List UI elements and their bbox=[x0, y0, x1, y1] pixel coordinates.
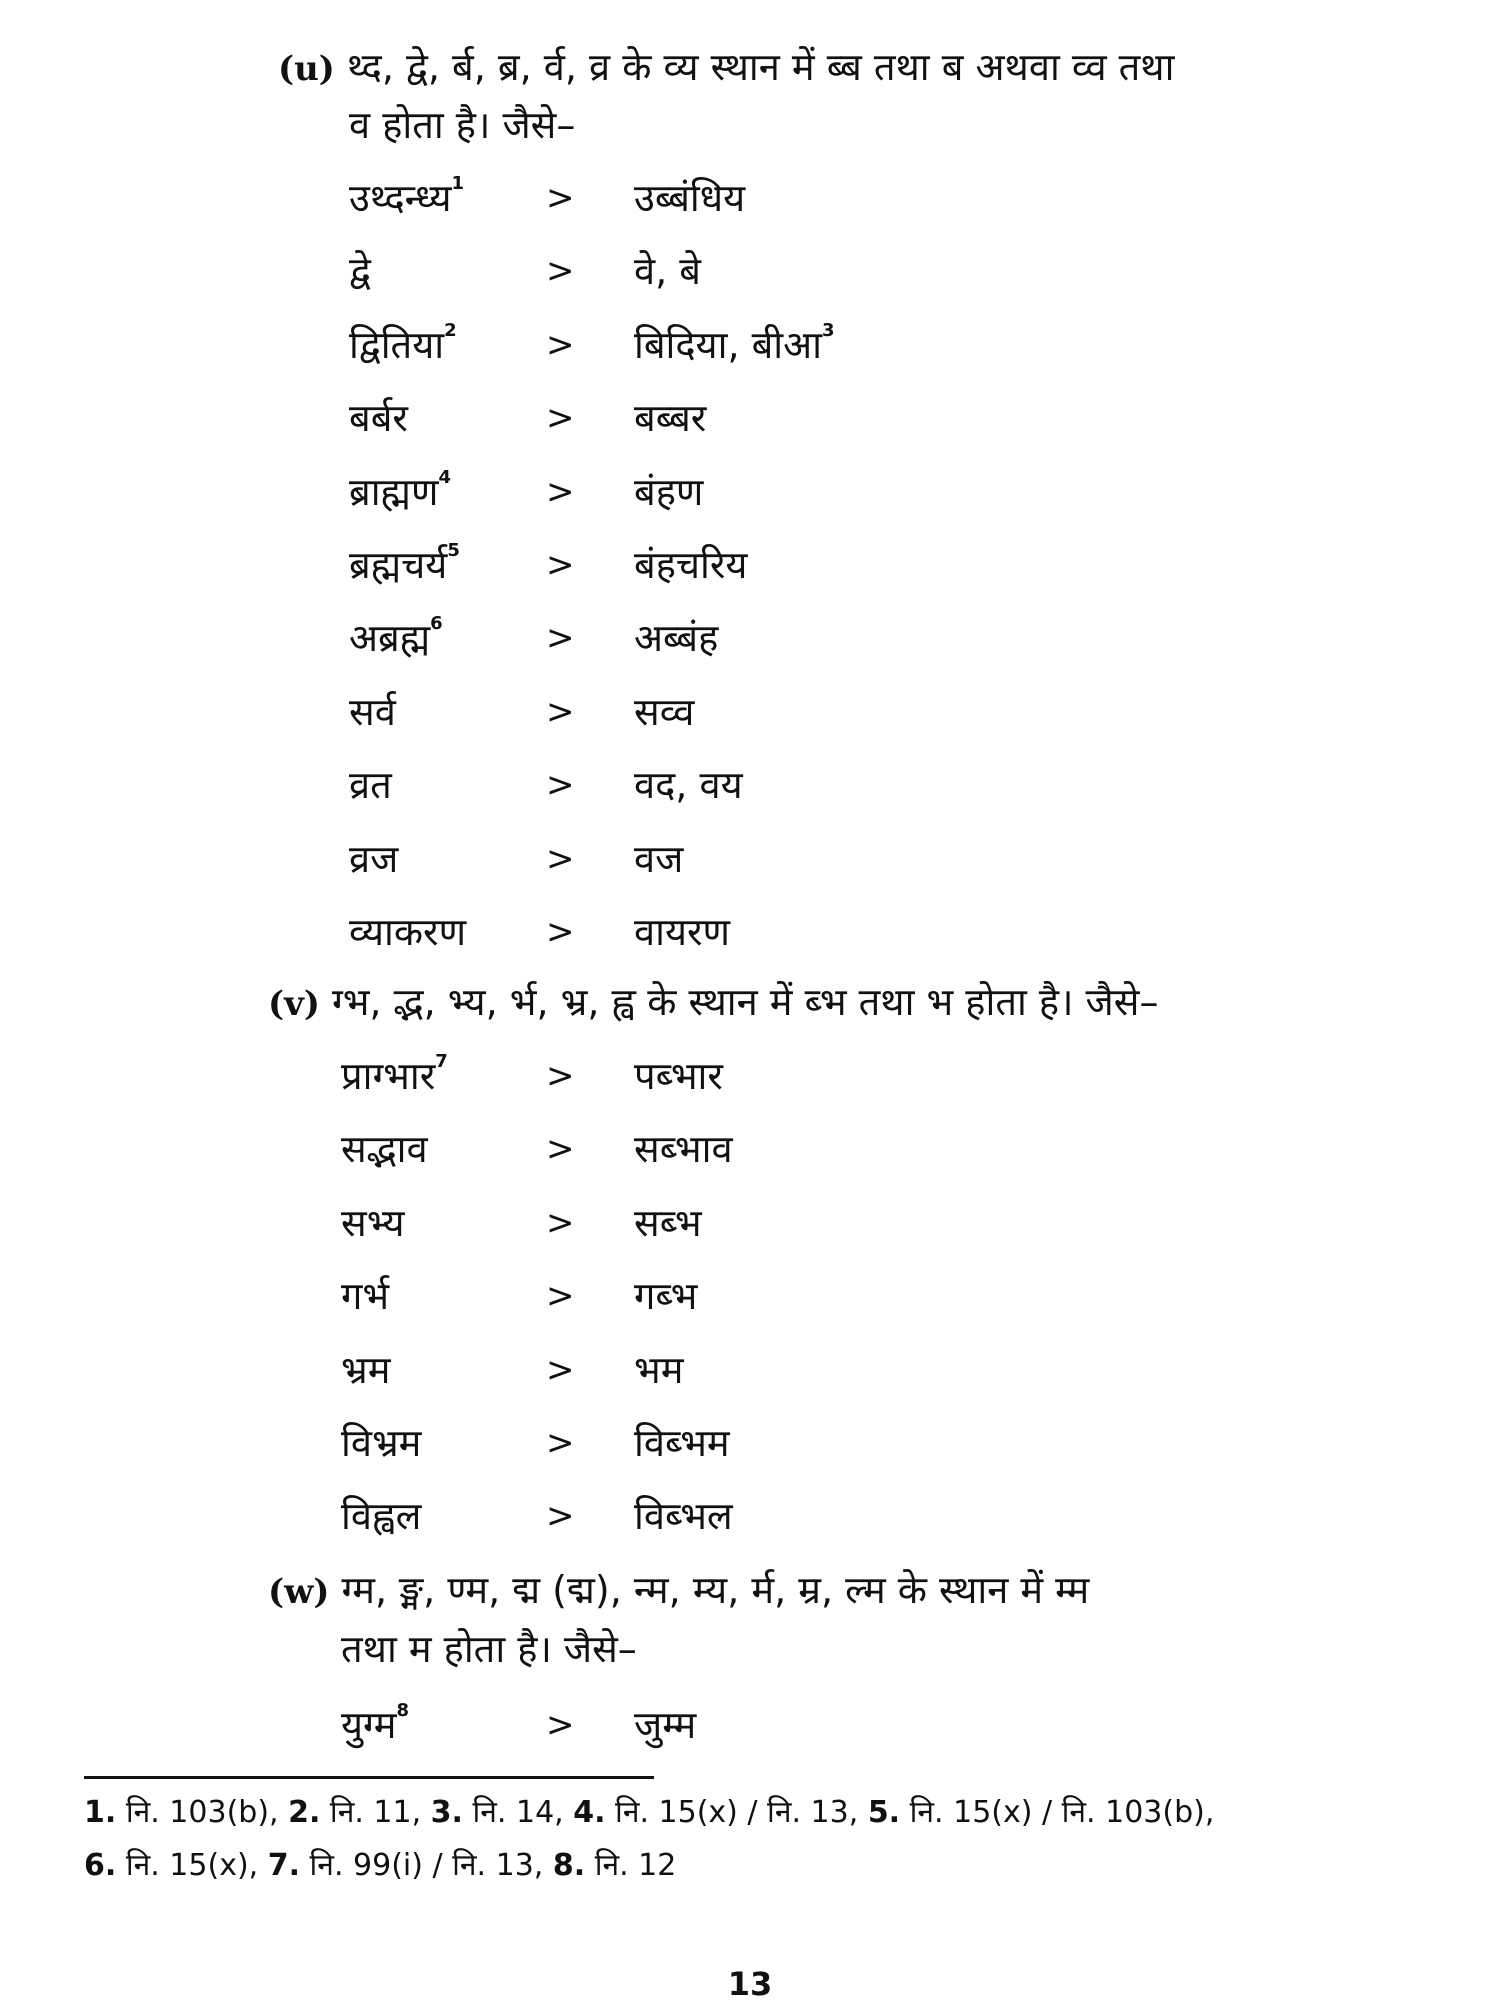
rule-w bbox=[268, 1561, 1089, 1621]
arrow-symbol: > bbox=[546, 618, 575, 659]
example-result: वे, बे bbox=[634, 249, 701, 294]
example-row bbox=[0, 603, 1500, 673]
example-source: भ्रम bbox=[341, 1347, 391, 1392]
example-row bbox=[0, 677, 1500, 747]
example-row bbox=[0, 1041, 1500, 1111]
example-result: बिदिया, बीआ$^3$ bbox=[634, 319, 835, 367]
example-row bbox=[0, 1335, 1500, 1405]
example-source: प्राग्भार$^7$ bbox=[341, 1051, 448, 1098]
footnote-number: 6. bbox=[84, 1848, 117, 1883]
footnote-number: 7. bbox=[267, 1848, 300, 1883]
footnote-ref: 5 bbox=[447, 540, 460, 561]
footnote-number: 3. bbox=[430, 1795, 463, 1830]
arrow-symbol: > bbox=[546, 1349, 575, 1390]
footnote-ref: 7 bbox=[435, 1051, 448, 1072]
rule-v bbox=[268, 973, 1158, 1033]
arrow-symbol: > bbox=[546, 1056, 575, 1096]
arrow-symbol: > bbox=[546, 1202, 575, 1243]
example-source: व्रत bbox=[349, 763, 392, 808]
arrow-symbol: > bbox=[546, 1705, 575, 1745]
example-result: सब्भाव bbox=[634, 1127, 733, 1172]
example-result: सब्भ bbox=[634, 1200, 702, 1245]
example-source: सर्व bbox=[349, 689, 396, 734]
rule-label-v: (v) bbox=[268, 984, 320, 1024]
example-source: द्वितिया$^2$ bbox=[349, 319, 457, 367]
example-row bbox=[0, 163, 1500, 233]
footnote-text: नि. 15(x) / नि. 103(b), bbox=[900, 1795, 1215, 1830]
example-row bbox=[0, 1690, 1500, 1760]
example-result: विब्भम bbox=[634, 1421, 730, 1465]
arrow-symbol: > bbox=[546, 1276, 575, 1317]
example-result: भम bbox=[634, 1347, 684, 1392]
example-row bbox=[0, 1114, 1500, 1184]
example-result: सव्व bbox=[634, 689, 695, 734]
footnote-ref: 6 bbox=[430, 613, 443, 635]
example-result: गब्भ bbox=[634, 1274, 698, 1319]
rule-u-line2: व होता है। जैसे– bbox=[349, 103, 576, 147]
footnote-ref: 3 bbox=[821, 319, 835, 341]
rule-u-line1: थ्द, द्वे, र्ब, ब्र, र्व, व्र के व्य स्थान में ब्ब तथा ब अथवा व्व तथा bbox=[347, 45, 1175, 89]
rule-label-w: (w) bbox=[268, 1572, 330, 1612]
example-result: अब्बंह bbox=[634, 616, 719, 661]
footnote-text: नि. 12 bbox=[585, 1848, 677, 1883]
arrow-symbol: > bbox=[546, 178, 575, 218]
example-row bbox=[0, 824, 1500, 894]
footnote-text: नि. 15(x), bbox=[116, 1848, 268, 1883]
example-source: युग्म$^8$ bbox=[341, 1700, 409, 1747]
arrow-symbol: > bbox=[546, 765, 575, 806]
example-result: पब्भार bbox=[634, 1054, 723, 1098]
example-source: उथ्दन्ध्य$^1$ bbox=[349, 173, 465, 220]
arrow-symbol: > bbox=[546, 398, 575, 439]
footnotes-line2 bbox=[84, 1840, 676, 1892]
footnote-text: नि. 15(x) / नि. 13, bbox=[605, 1795, 868, 1830]
example-row bbox=[0, 1261, 1500, 1331]
example-row bbox=[0, 897, 1500, 967]
example-source: द्वे bbox=[349, 249, 371, 294]
arrow-symbol: > bbox=[546, 324, 575, 365]
footnote-number: 2. bbox=[288, 1795, 321, 1830]
footnote-text: नि. 103(b), bbox=[116, 1795, 289, 1830]
arrow-symbol: > bbox=[546, 471, 575, 512]
footnote-number: 1. bbox=[84, 1795, 117, 1830]
arrow-symbol: > bbox=[546, 1423, 575, 1463]
footnote-ref: 4 bbox=[438, 466, 451, 488]
example-row bbox=[0, 310, 1500, 380]
rule-v-line1: ग्भ, द्भ, भ्य, र्भ, भ्र, ह्व के स्थान में ब्भ तथा भ होता है। जैसे– bbox=[332, 980, 1159, 1024]
footnote-ref: 1 bbox=[451, 173, 465, 194]
example-result: बंहचरिय bbox=[634, 543, 748, 587]
example-row bbox=[0, 457, 1500, 527]
example-result: बब्बर bbox=[634, 396, 707, 441]
example-source: अब्रह्म$^6$ bbox=[349, 613, 443, 661]
example-row bbox=[0, 236, 1500, 306]
arrow-symbol: > bbox=[546, 545, 575, 585]
footnote-ref: 8 bbox=[396, 1700, 409, 1721]
example-source: व्रज bbox=[349, 836, 399, 881]
footnote-number: 5. bbox=[867, 1795, 901, 1830]
example-source: विह्वल bbox=[341, 1494, 422, 1539]
example-source: ब्राह्मण$^4$ bbox=[349, 466, 451, 514]
example-result: उब्बंधिय bbox=[634, 176, 746, 220]
rule-w-line2: तथा म होता है। जैसे– bbox=[341, 1627, 637, 1671]
example-result: वायरण bbox=[634, 910, 731, 954]
example-source: सद्भाव bbox=[341, 1127, 428, 1172]
arrow-symbol: > bbox=[546, 1129, 575, 1170]
footnote-divider bbox=[84, 1776, 654, 1779]
rule-w-line1: ग्म, ङ्म, ण्म, द्म (द्म), न्म, म्य, र्म, म्र, ल्म के स्थान में म्म bbox=[341, 1568, 1090, 1612]
example-row bbox=[0, 530, 1500, 600]
example-result: वद, वय bbox=[634, 763, 743, 808]
example-source: विभ्रम bbox=[341, 1421, 422, 1465]
example-source: बर्बर bbox=[349, 396, 408, 441]
rule-label-u: (u) bbox=[278, 49, 335, 89]
arrow-symbol: > bbox=[546, 691, 575, 732]
example-source: ब्रह्मचर्य$^5$ bbox=[349, 540, 460, 587]
example-row bbox=[0, 1481, 1500, 1551]
example-result: वज bbox=[634, 836, 684, 881]
example-result: विब्भल bbox=[634, 1494, 733, 1539]
example-row bbox=[0, 1408, 1500, 1478]
arrow-symbol: > bbox=[546, 912, 575, 952]
example-row bbox=[0, 383, 1500, 453]
arrow-symbol: > bbox=[546, 838, 575, 879]
footnote-number: 4. bbox=[573, 1795, 606, 1830]
footnote-text: नि. 14, bbox=[462, 1795, 574, 1830]
footnote-text: नि. 99(i) / नि. 13, bbox=[300, 1848, 553, 1883]
page-number: 13 bbox=[727, 1965, 773, 2003]
example-source: सभ्य bbox=[341, 1200, 405, 1245]
example-source: गर्भ bbox=[341, 1274, 390, 1319]
footnote-ref: 2 bbox=[444, 319, 457, 341]
example-source: व्याकरण bbox=[349, 910, 467, 954]
example-row bbox=[0, 1188, 1500, 1258]
footnote-text: नि. 11, bbox=[320, 1795, 431, 1830]
example-row bbox=[0, 750, 1500, 820]
arrow-symbol: > bbox=[546, 251, 575, 292]
example-result: जुम्म bbox=[634, 1703, 697, 1747]
arrow-symbol: > bbox=[546, 1496, 575, 1537]
footnotes-line1 bbox=[84, 1787, 1214, 1839]
footnote-number: 8. bbox=[552, 1848, 586, 1883]
example-result: बंहण bbox=[634, 469, 704, 514]
rule-u bbox=[278, 38, 1174, 98]
